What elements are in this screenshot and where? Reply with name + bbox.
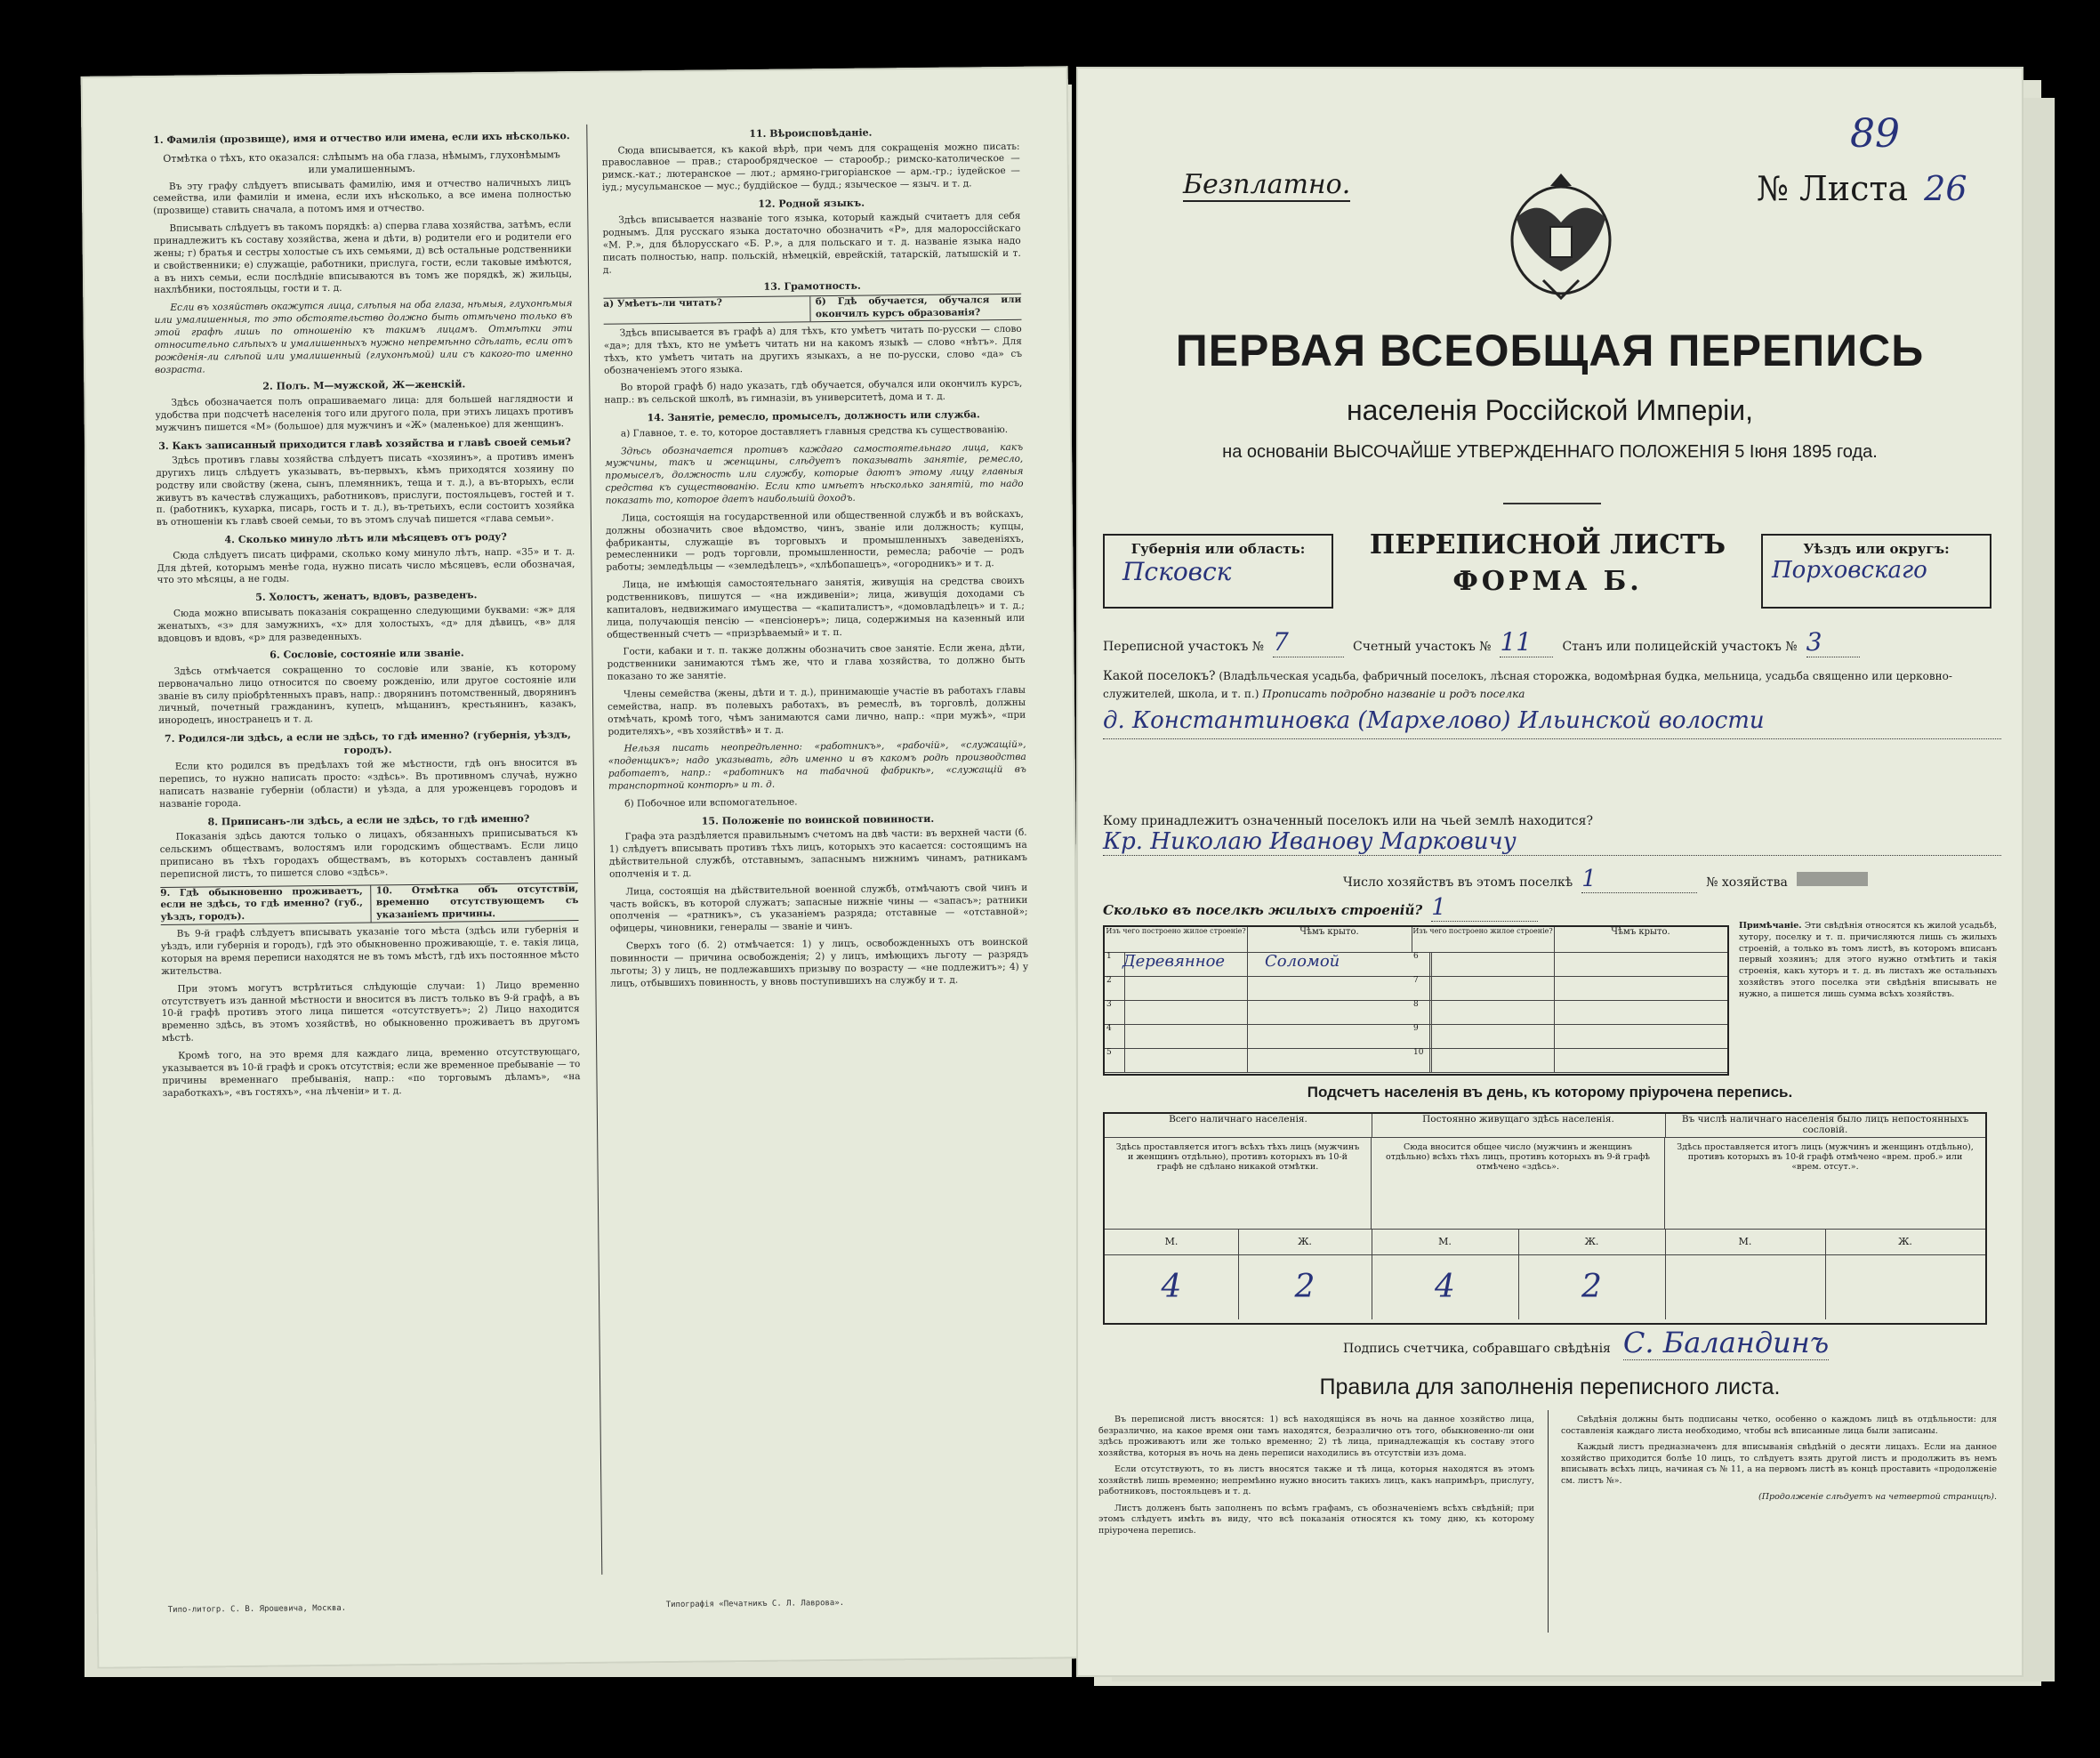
sheet-number-block [1757,169,1967,208]
section-13a-label: а) Умѣетъ-ли читать? [603,297,722,310]
section-1-paragraph: Вписывать слѣдуетъ въ такомъ порядкѣ: а) сперва глава хозяйства, затѣмъ, если принадлежитъ къ составу хозяйства, жена и дѣти, в) родители его и родители его жены; г) братья и сестры холостые съ ихъ семьями, д) всѣ остальные родственники и свойственники; е) служащіе, работники, прислуга, гости, если таковые имѣются, а въ нихъ семьи, если послѣдніе вписываются въ томъ же порядкѣ, ж) жильцы, нахлѣбники, постояльцы, гости и т. д. [153,219,573,296]
section-1-paragraph: Въ эту графу слѣдуетъ вписывать фамилію, имя и отчество наличныхъ лицъ семейства, или фамиліи и имена, если ихъ нѣсколько, а все имена полностью (прозвище) ставить сначала, а потомъ имя и отчество. [153,176,572,217]
section-7-title: 7. Родился-ли здѣсь, а если не здѣсь, то гдѣ именно? (губернія, уѣздъ, городъ). [164,729,571,756]
header-roof-left: Чѣмъ крыто. [1247,927,1412,953]
households-value[interactable]: 1 [1581,866,1697,893]
building-roof[interactable] [1554,952,1727,977]
section-5-paragraph: Сюда можно вписывать показанія сокращенно следующими буквами: «ж» для женатыхъ, «з» для замужнихъ, «х» для холостыхъ, «д» для дѣвицъ, «в» для вдовцовъ и вдовъ, «р» для разведенныхъ. [157,603,576,644]
census-basis: на основаніи ВЫСОЧАЙШЕ УТВЕРЖДЕННАГО ПОЛОЖЕНІЯ 5 Іюня 1895 года. [1222,442,1878,462]
note-text: Эти свѣдѣнія относятся къ жилой усадьбѣ, хутору, поселку и т. п. причисляются лишь съ жилыхъ строеній, а только въ томъ листѣ, въ которомъ вписанъ первый хозяинъ; для этого нужно отмѣтить и такія строенія, какъ хуторъ и т. д. въ листахъ же остальныхъ хозяйствъ этого поселка эти свѣдѣнія вписывать не нужно, а пишется лишь сумма всѣхъ хозяйствъ. [1739,921,1997,999]
form-subtitle: ФОРМА Б. [1452,566,1643,597]
section-14a-label: а) Главное, т. е. то, которое доставляетъ главныя средства къ существованію. [620,423,1009,440]
building-row-number: 2 [1105,976,1125,1001]
settlement-label: Какой поселокъ? [1103,669,1216,683]
precinct-line [1103,627,1992,657]
left-column-1 [152,125,585,1579]
section-14-paragraph: Лица, не имѣющія самостоятельнаго занятія, живущія на средства своихъ родственниковъ, пишутся — «на иждивеніи»; лица, живущія доходами съ капиталовъ, недвижимаго имущества — «капиталистъ», «домовладѣлецъ» и т. д.; лица, получающія пенсію — «пенсіонеръ»; лица, содержимыя на казенный или общественный счетъ — «призрѣваемый» и т. п. [606,575,1026,641]
building-row-number: 9 [1412,1024,1432,1049]
building-roof[interactable] [1247,976,1430,1001]
section-1-paragraph: Если въ хозяйствѣ окажутся лица, слѣпыя на оба глаза, нѣмыя, глухонѣмыя или умалишенныя, то это обстоятельство должно быть отмѣчено только въ этой графѣ лишь по отношенію къ такимъ лицамъ. Отмѣтки эти относительно слѣпыхъ и умалишенныхъ нужно непремѣнно сдѣлать, если отъ рожденія-ли слѣпой или умалишенный (глухонѣмой) или съ какого-то именно возраста. [154,298,574,375]
rules-paragraph: Если отсутствуютъ, то въ листъ вносятся также и тѣ лица, которыя находятся въ этомъ хозяйствѣ лишь временно; непремѣнно нужно вносить такихъ лицъ, какъ напримѣръ, прислугу, работниковъ, постояльцевъ и т. д. [1098,1464,1534,1497]
section-2-title: 2. Полъ. М—мужской, Ж—женскій. [262,378,466,393]
section-8-title: 8. Приписанъ-ли здѣсь, а если не здѣсь, то гдѣ именно? [207,812,530,828]
section-9-paragraph: При этомъ могутъ встрѣтиться слѣдующіе случаи: 1) Лицо временно отсутствуетъ изъ данной мѣстности и вносится въ листъ только въ 9-й графѣ, а въ 10-й графѣ противъ этого лица пишется «отсутствуетъ»; 2) Лицо находится временно здѣсь, въ этомъ хозяйствѣ, но обыкновенно проживаетъ въ другомъ мѣстѣ. [161,979,580,1044]
section-14-paragraph: Здѣсь обозначается противъ каждаго самостоятельнаго лица, какъ мужчины, такъ и женщины, слѣдуетъ показывать занятіе, ремесло, промыселъ, должность или службу, которые даютъ этому лицу главныя средства къ существованію. Если кто имѣетъ нѣсколько занятій, то надо показать то, которое даетъ наибольшій доходъ. [605,441,1024,506]
stan-label: Станъ или полицейскій участокъ № [1562,640,1798,654]
households-line [1343,866,2001,893]
district-label: Уѣздъ или округъ: [1803,541,1950,557]
buildings-table [1103,925,1729,1076]
owner-label: Кому принадлежитъ означенный поселокъ или на чьей землѣ находится? [1103,814,1593,828]
owner-block [1103,814,2001,856]
section-14b-label: б) Побочное или вспомогательное. [624,796,798,810]
settlement-hint-2: Прописать подробно названіе и родъ поселка [1262,688,1525,700]
rules-paragraph: Листъ долженъ быть заполненъ по всѣмъ графамъ, съ обозначеніемъ всѣхъ свѣдѣній; при этомъ слѣдуетъ имѣть въ виду, что всѣ показанія относятся къ тому дню, къ которому пріурочена перепись. [1098,1503,1534,1536]
section-4-paragraph: Сюда слѣдуетъ писать цифрами, сколько кому минуло лѣтъ, напр. «35» и т. д. Для дѣтей, которымъ менѣе года, нужно писать число мѣсяцевъ, если обозначая, что это мѣсяцы, а не годы. [157,545,575,586]
section-15-paragraph: Графа эта раздѣляется правильнымъ счетомъ на двѣ части: въ верхней части (б. 1) слѣдуетъ вписывать противъ тѣхъ лицъ, которыхъ это касается: состоящимъ на дѣйствительной службѣ, отставнымъ, запаснымъ нижнимъ чинамъ, ратникамъ ополченія и т. д. [608,827,1027,880]
building-material[interactable]: Деревянное [1122,952,1248,977]
building-roof[interactable] [1554,976,1727,1001]
header-roof-right: Чѣмъ крыто. [1554,927,1727,953]
rules-divider [1548,1410,1549,1633]
buildings-line [1103,894,1538,922]
section-13-header [603,294,1021,325]
signature-value[interactable]: С. Баландинъ [1622,1326,1830,1359]
section-12-paragraph: Здѣсь вписывается названіе того языка, который каждый считаетъ для себя роднымъ. Для русскаго языка достаточно обозначить «Р», для малороссійскаго «М. Р.», для бѣлорусскаго «Б. Р.», а для польскаго и т. д. названіе языка надо писать полностью, напр. польскій, нѣмецкій, еврейскій, татарскій, латышскій и т. д. [602,211,1021,276]
rules-paragraph: Въ переписной листъ вносятся: 1) всѣ находящіяся въ ночь на данное хозяйство лица, безразлично, на какое время они тамъ находятся, безразлично отъ того, обыкновенно-ли они здѣсь проживаютъ или же только временно; 2) тѣ лица, принадлежащія къ составу этого хозяйства, которыя въ ночь на день переписи находились въ отсутствіи изъ дома. [1098,1415,1534,1458]
rules-continued: (Продолженіе слѣдуетъ на четвертой страницѣ). [1758,1492,1997,1503]
building-row-number: 7 [1412,976,1432,1001]
tally-male-header: М. [1372,1230,1519,1255]
building-row-number: 10 [1412,1048,1432,1073]
rules-column-2 [1561,1415,1997,1633]
settlement-block [1103,667,2001,739]
right-footer-printer: Типографія «Печатникъ С. Л. Лаврова». [665,1598,845,1610]
building-roof[interactable] [1247,1000,1430,1025]
province-value[interactable]: Псковск [1122,557,1232,586]
left-footer-printer: Типо-литогр. С. В. Ярошевича, Москва. [167,1603,347,1615]
section-3-paragraph: Здѣсь противъ главы хозяйства слѣдуетъ писать «хозяинъ», а противъ именъ другихъ лицъ слѣдуетъ указывать, въ-первыхъ, кѣмъ приходятся хозяину по родству или свойству (жена, сынъ, племянникъ, теща и т. д.), а въ-вторыхъ, если живутъ въ качествѣ служащихъ, работниковъ, прислуги, постояльцевъ, гостей и т. п. (работникъ, кухарка, писарь, гость и т. д.), въ-третьихъ, если состоитъ хозяйка въ отношеніи къ главѣ своей семьи, то въ этомъ случаѣ пишется «глава семьи». [156,451,575,528]
imperial-eagle-emblem [1499,156,1623,307]
section-5-title: 5. Холостъ, женатъ, вдовъ, разведенъ. [255,589,478,604]
tally-female-value[interactable]: 2 [1238,1254,1372,1319]
tally-group-header: Въ числѣ наличнаго населенія было лицъ непостоянныхъ сословій. [1665,1114,1985,1138]
building-material[interactable] [1429,952,1555,977]
section-9-10-header [160,883,578,925]
rules-paragraph: Свѣдѣнія должны быть подписаны четко, особенно о каждомъ лицѣ въ отдѣльности: для составленія каждаго листа необходимо, чтобы всѣ вписанные лица были записаны. [1561,1415,1997,1436]
section-15-paragraph: Сверхъ того (б. 2) отмѣчается: 1) у лицъ, освобожденныхъ отъ воинской повинности — причина освобожденія; 2) у лицъ, имѣющихъ льготу — разрядъ льготы; 3) у лицъ, не подлежавшихъ призыву по возрасту — «не подлежитъ»; 4) у лицъ, отбывшихъ повинность, у вновь поступившихъ на службу и т. д. [610,936,1029,989]
tally-group-description: Сюда вносится общее число (мужчинъ и женщинъ отдѣльно) всѣхъ тѣхъ лицъ, противъ которыхъ въ 9-й графѣ отмѣчено «здѣсь». [1372,1137,1665,1230]
section-13-paragraph: Во второй графѣ б) надо указать, гдѣ обучается, обучался или окончилъ курсъ, напр.: въ сельской школѣ, въ гимназіи, въ университетѣ, дома и т. д. [604,378,1023,407]
section-14-paragraph: Нельзя писать неопредѣленно: «работникъ», «рабочій», «служащій», «поденщикъ»; надо указывать, гдѣ именно и въ какомъ родѣ производства работаетъ, напр.: «работникъ на табачной фабрикѣ», «служащій въ транспортной конторѣ» и т. д. [607,739,1026,792]
tally-female-value[interactable]: 2 [1518,1254,1666,1319]
building-roof[interactable]: Соломой [1247,952,1430,977]
households-label: Число хозяйствъ въ этомъ поселкѣ [1343,875,1573,890]
district-value[interactable]: Порховскаго [1772,557,1927,584]
section-15-title: 15. Положеніе по воинской повинности. [701,812,935,827]
stan-value[interactable]: 3 [1806,627,1860,657]
sheet-number: 26 [1924,169,1967,208]
precinct-value[interactable]: 7 [1273,627,1344,657]
form-title: ПЕРЕПИСНОЙ ЛИСТЪ [1369,529,1726,560]
buildings-note [1739,921,1997,1001]
province-label: Губернія или область: [1130,541,1306,557]
building-roof[interactable] [1554,1048,1727,1073]
left-column-2 [601,120,1034,1575]
building-material[interactable] [1122,1000,1248,1025]
section-9-paragraph: Въ 9-й графѣ слѣдуетъ вписывать указаніе того мѣста (здѣсь или губернія и уѣздъ, или губернія и городъ), гдѣ это обыкновенно проживающіе, т. е. такія лица, которыя на время переписи находятся не въ томъ мѣстѣ, гдѣ ихъ постоянное мѣсто жительства. [160,924,580,977]
section-13b-label: б) Гдѣ обучается, обучался или окончилъ курсъ образованія? [809,294,1022,321]
building-roof[interactable] [1554,1000,1727,1025]
title-divider [1503,503,1601,504]
section-10-title: 10. Отмѣтка объ отсутствіи, временно отсутствующемъ съ указаніемъ причины. [370,883,579,923]
building-material[interactable] [1429,1000,1555,1025]
building-material[interactable] [1122,1048,1248,1073]
section-14-paragraph: Гости, кабаки и т. п. также должны обозначить свое занятіе. Если жена, дѣти, родственники занимаются тѣмъ же, что и глава хозяйства, то должно быть показано то же занятіе. [607,642,1026,682]
building-material[interactable] [1122,976,1248,1001]
tally-group-description: Здѣсь проставляется итогъ лицъ (мужчинъ и женщинъ отдѣльно), противъ которыхъ въ 10-й графѣ отмѣчено «врем. проб.» или «врем. отсут.». [1665,1137,1985,1230]
buildings-value[interactable]: 1 [1431,894,1538,922]
owner-value[interactable]: Кр. Николаю Иванову Марковичу [1103,828,2001,856]
tally-male-header: М. [1105,1230,1239,1255]
section-6-paragraph: Здѣсь отмѣчается сокращенно то сословіе или званіе, къ которому первоначально лицо относится по своему рожденію, или другое состояніе или званіе въ силу пріобрѣтенныхъ правъ, напр.: дворянинъ потомственный, дворянинъ личный, почетный гражданинъ, купецъ, мѣщанинъ, крестьянинъ, казакъ, инородецъ, иностранецъ и т. д. [157,661,577,727]
building-roof[interactable] [1554,1024,1727,1049]
tally-male-value[interactable]: 4 [1105,1254,1239,1319]
district-box [1761,534,1991,609]
section-13-title: 13. Грамотность. [763,279,861,293]
section-6-title: 6. Сословіе, состояніе или званіе. [270,647,464,662]
section-15-paragraph: Лица, состоящія на дѣйствительной военной службѣ, отмѣчаютъ свой чинъ и часть войскъ, въ которой служатъ; запасные нижніе чины — «запасъ»; ратники ополченія — «ратникъ», съ указаніемъ разряда; отставные — «отставной»; офицеры, чиновники, генералы — званіе и чинъ. [609,882,1028,934]
settlement-hint: (Владѣльческая усадьба, фабричный поселокъ, лѣсная сторожка, водомѣрная будка, мельница, усадьба священно или церковно-служителей, школа, и т. п.) [1103,670,1952,700]
header-material-left: Изъ чего построено жилое строеніе? [1105,927,1248,953]
signature-label: Подпись счетчика, собравшаго свѣдѣнія [1343,1342,1611,1356]
building-material[interactable] [1429,1048,1555,1073]
section-8-paragraph: Показанія здѣсь даются только о лицахъ, обязанныхъ приписываться къ сельскимъ обществамъ, волостямъ или городскимъ обществамъ. Если лицо приписано въ тѣхъ городахъ обществамъ, въ которыхъ составленъ данный переписной листъ, то пишется слово «здѣсь». [159,827,578,880]
section-11-title: 11. Вѣроисповѣданіе. [749,126,873,140]
count-value[interactable]: 11 [1500,627,1553,657]
building-row-number: 6 [1412,952,1432,977]
province-box [1103,534,1333,609]
section-14-title: 14. Занятіе, ремесло, промыселъ, должность или служба. [647,408,980,424]
section-3-title: 3. Какъ записанный приходится главѣ хозяйства и главѣ своей семьи? [158,435,571,452]
section-14-paragraph: Лица, состоящія на государственной или общественной службѣ и въ войскахъ, должны обозначить свое вѣдомство, чинъ, званіе или должность; купцы, фабриканты, служащіе въ торговыхъ и промышленныхъ заведеніяхъ, ремесленники — родъ торговли, промышленности, ремесла; рабочіе — родъ работы; земледѣльцы — «земледѣлецъ», «хлѣбопашецъ», «огородникъ» и т. д. [605,508,1025,573]
census-subtitle: населенія Россійской Имперіи, [1346,394,1754,426]
left-column-divider [586,125,602,1575]
building-material[interactable] [1122,1024,1248,1049]
building-material[interactable] [1429,1024,1555,1049]
tally-male-value[interactable] [1665,1254,1826,1319]
tally-female-value[interactable] [1825,1254,1985,1319]
section-13-paragraph: Здѣсь вписывается въ графѣ а) для тѣхъ, кто умѣетъ читать по-русски — слово «да»; для тѣхъ, кто не умѣетъ читать ни на какомъ языкѣ — слово «нѣтъ». Для тѣхъ, кто умѣетъ читать на другихъ языкахъ, а не по-русски, слово «да» съ обозначеніемъ этого языка. [603,323,1023,376]
census-title: ПЕРВАЯ ВСЕОБЩАЯ ПЕРЕПИСЬ [1175,326,1925,375]
precinct-label: Переписной участокъ № [1103,640,1264,654]
rules-title: Правила для заполненія переписного листа. [1319,1375,1781,1399]
tally-male-value[interactable]: 4 [1372,1254,1519,1319]
building-row-number: 1 [1105,952,1125,977]
archive-number: 89 [1850,111,1900,157]
tally-female-header: Ж. [1825,1230,1985,1255]
signature-line [1343,1326,1829,1360]
rules-paragraph: Каждый листъ предназначенъ для вписыванія свѣдѣній о десяти лицахъ. Если на данное хозяйство приходится болѣе 10 лицъ, то слѣдуетъ взять другой листъ и продолжить въ немъ вписывать всѣхъ лицъ, начиная съ № 11, а на первомъ листѣ въ концѣ проставить «продолженіе см. листъ №». [1561,1442,1997,1486]
form-title-block [1343,529,1752,597]
section-7-paragraph: Если кто родился въ предѣлахъ той же мѣстности, гдѣ онъ вносится въ перепись, то нужно написать просто: «здѣсь». Въ противномъ случаѣ, нужно написать названіе губерніи (области) и уѣзда, а для уроженцевъ городовъ и названіе города. [158,757,578,810]
rules-column-1 [1098,1415,1534,1633]
right-page [1076,67,2024,1677]
left-page [81,66,1085,1669]
free-label: Безплатно. [1183,169,1351,200]
section-1-title: 1. Фамилія (прозвище), имя и отчество или имена, если ихъ нѣсколько. [153,130,570,147]
household-no-label: № хозяйства [1706,875,1788,890]
section-12-title: 12. Родной языкъ. [758,197,865,210]
section-2-paragraph: Здѣсь обозначается полъ опрашиваемаго лица: для большей наглядности и удобства при подсчетѣ населенія того или другого пола, при этихъ лицахъ противъ мужчинъ пишется «М» (большое) для мужчинъ и «Ж» (маленькое) для женщинъ. [155,393,574,433]
section-14-paragraph: Члены семейства (жены, дѣти и т. д.), принимающіе участіе въ работахъ главы семейства, напр. въ полевыхъ работахъ, въ ремеслѣ, въ торговлѣ, должны отмѣчать, кромѣ того, чѣмъ занимаются сами лично, напр.: «при мужѣ», «при родителяхъ», «въ хозяйствѣ» и т. д. [607,684,1026,738]
building-roof[interactable] [1247,1024,1430,1049]
building-row-number: 8 [1412,1000,1432,1025]
settlement-value[interactable]: д. Константиновка (Мархелово) Ильинской волости [1103,704,2001,739]
section-9-title: 9. Гдѣ обыкновенно проживаетъ, если не здѣсь, то гдѣ именно? (губ., уѣздъ, городъ). [160,885,363,923]
tally-female-header: Ж. [1238,1230,1372,1255]
section-11-paragraph: Сюда вписывается, къ какой вѣрѣ, при чемъ для сокращенія можно писать: православное — прав.; старообрядческое — старообр.; римско-католическое — римск.-кат.; лютеранское — лют.; армяно-григоріанское — арм.-гр.; іудейское — іуд.; мусульманское — мус.; буддійское — будд.; языческое — языч. и т. д. [601,141,1020,193]
tally-group-header: Постоянно живущаго здѣсь населенія. [1372,1114,1666,1138]
tally-female-header: Ж. [1518,1230,1666,1255]
sheet-label: № Листа [1757,169,1909,208]
building-material[interactable] [1429,976,1555,1001]
section-1-subtitle: Отмѣтка о тѣхъ, кто оказался: слѣпымъ на оба глаза, нѣмымъ, глухонѣмымъ или умалишеннымъ. [163,148,560,176]
tally-group-description: Здѣсь проставляется итогъ всѣхъ тѣхъ лицъ (мужчинъ и женщинъ отдѣльно), противъ которыхъ въ 10-й графѣ не сдѣлано никакой отмѣтки. [1105,1137,1372,1230]
note-title: Примѣчаніе. [1739,921,1802,931]
building-row-number: 5 [1105,1048,1125,1073]
section-9-paragraph: Кромѣ того, на это время для каждаго лица, временно отсутствующаго, указывается въ 10-й графѣ и срокъ отсутствія; если же временное пребываніе — то причины временнаго пребыванія, напр.: «по торговымъ дѣламъ», «на заработкахъ», «въ гостяхъ», «на лѣченіи» и т. д. [162,1045,581,1099]
section-4-title: 4. Сколько минуло лѣтъ или мѣсяцевъ отъ роду? [224,531,507,546]
building-row-number: 3 [1105,1000,1125,1025]
tally-title: Подсчетъ населенія въ день, къ которому пріурочена перепись. [1307,1084,1793,1101]
tally-table [1103,1112,1987,1325]
tally-group-header: Всего наличнаго населенія. [1105,1114,1372,1138]
building-roof[interactable] [1247,1048,1430,1073]
building-row-number: 4 [1105,1024,1125,1049]
header-material-right: Изъ чего построено жилое строеніе? [1412,927,1555,953]
household-no-redacted [1797,872,1868,886]
count-label: Счетный участокъ № [1353,640,1492,654]
buildings-label: Сколько въ поселкѣ жилыхъ строеній? [1103,902,1423,918]
tally-male-header: М. [1665,1230,1826,1255]
